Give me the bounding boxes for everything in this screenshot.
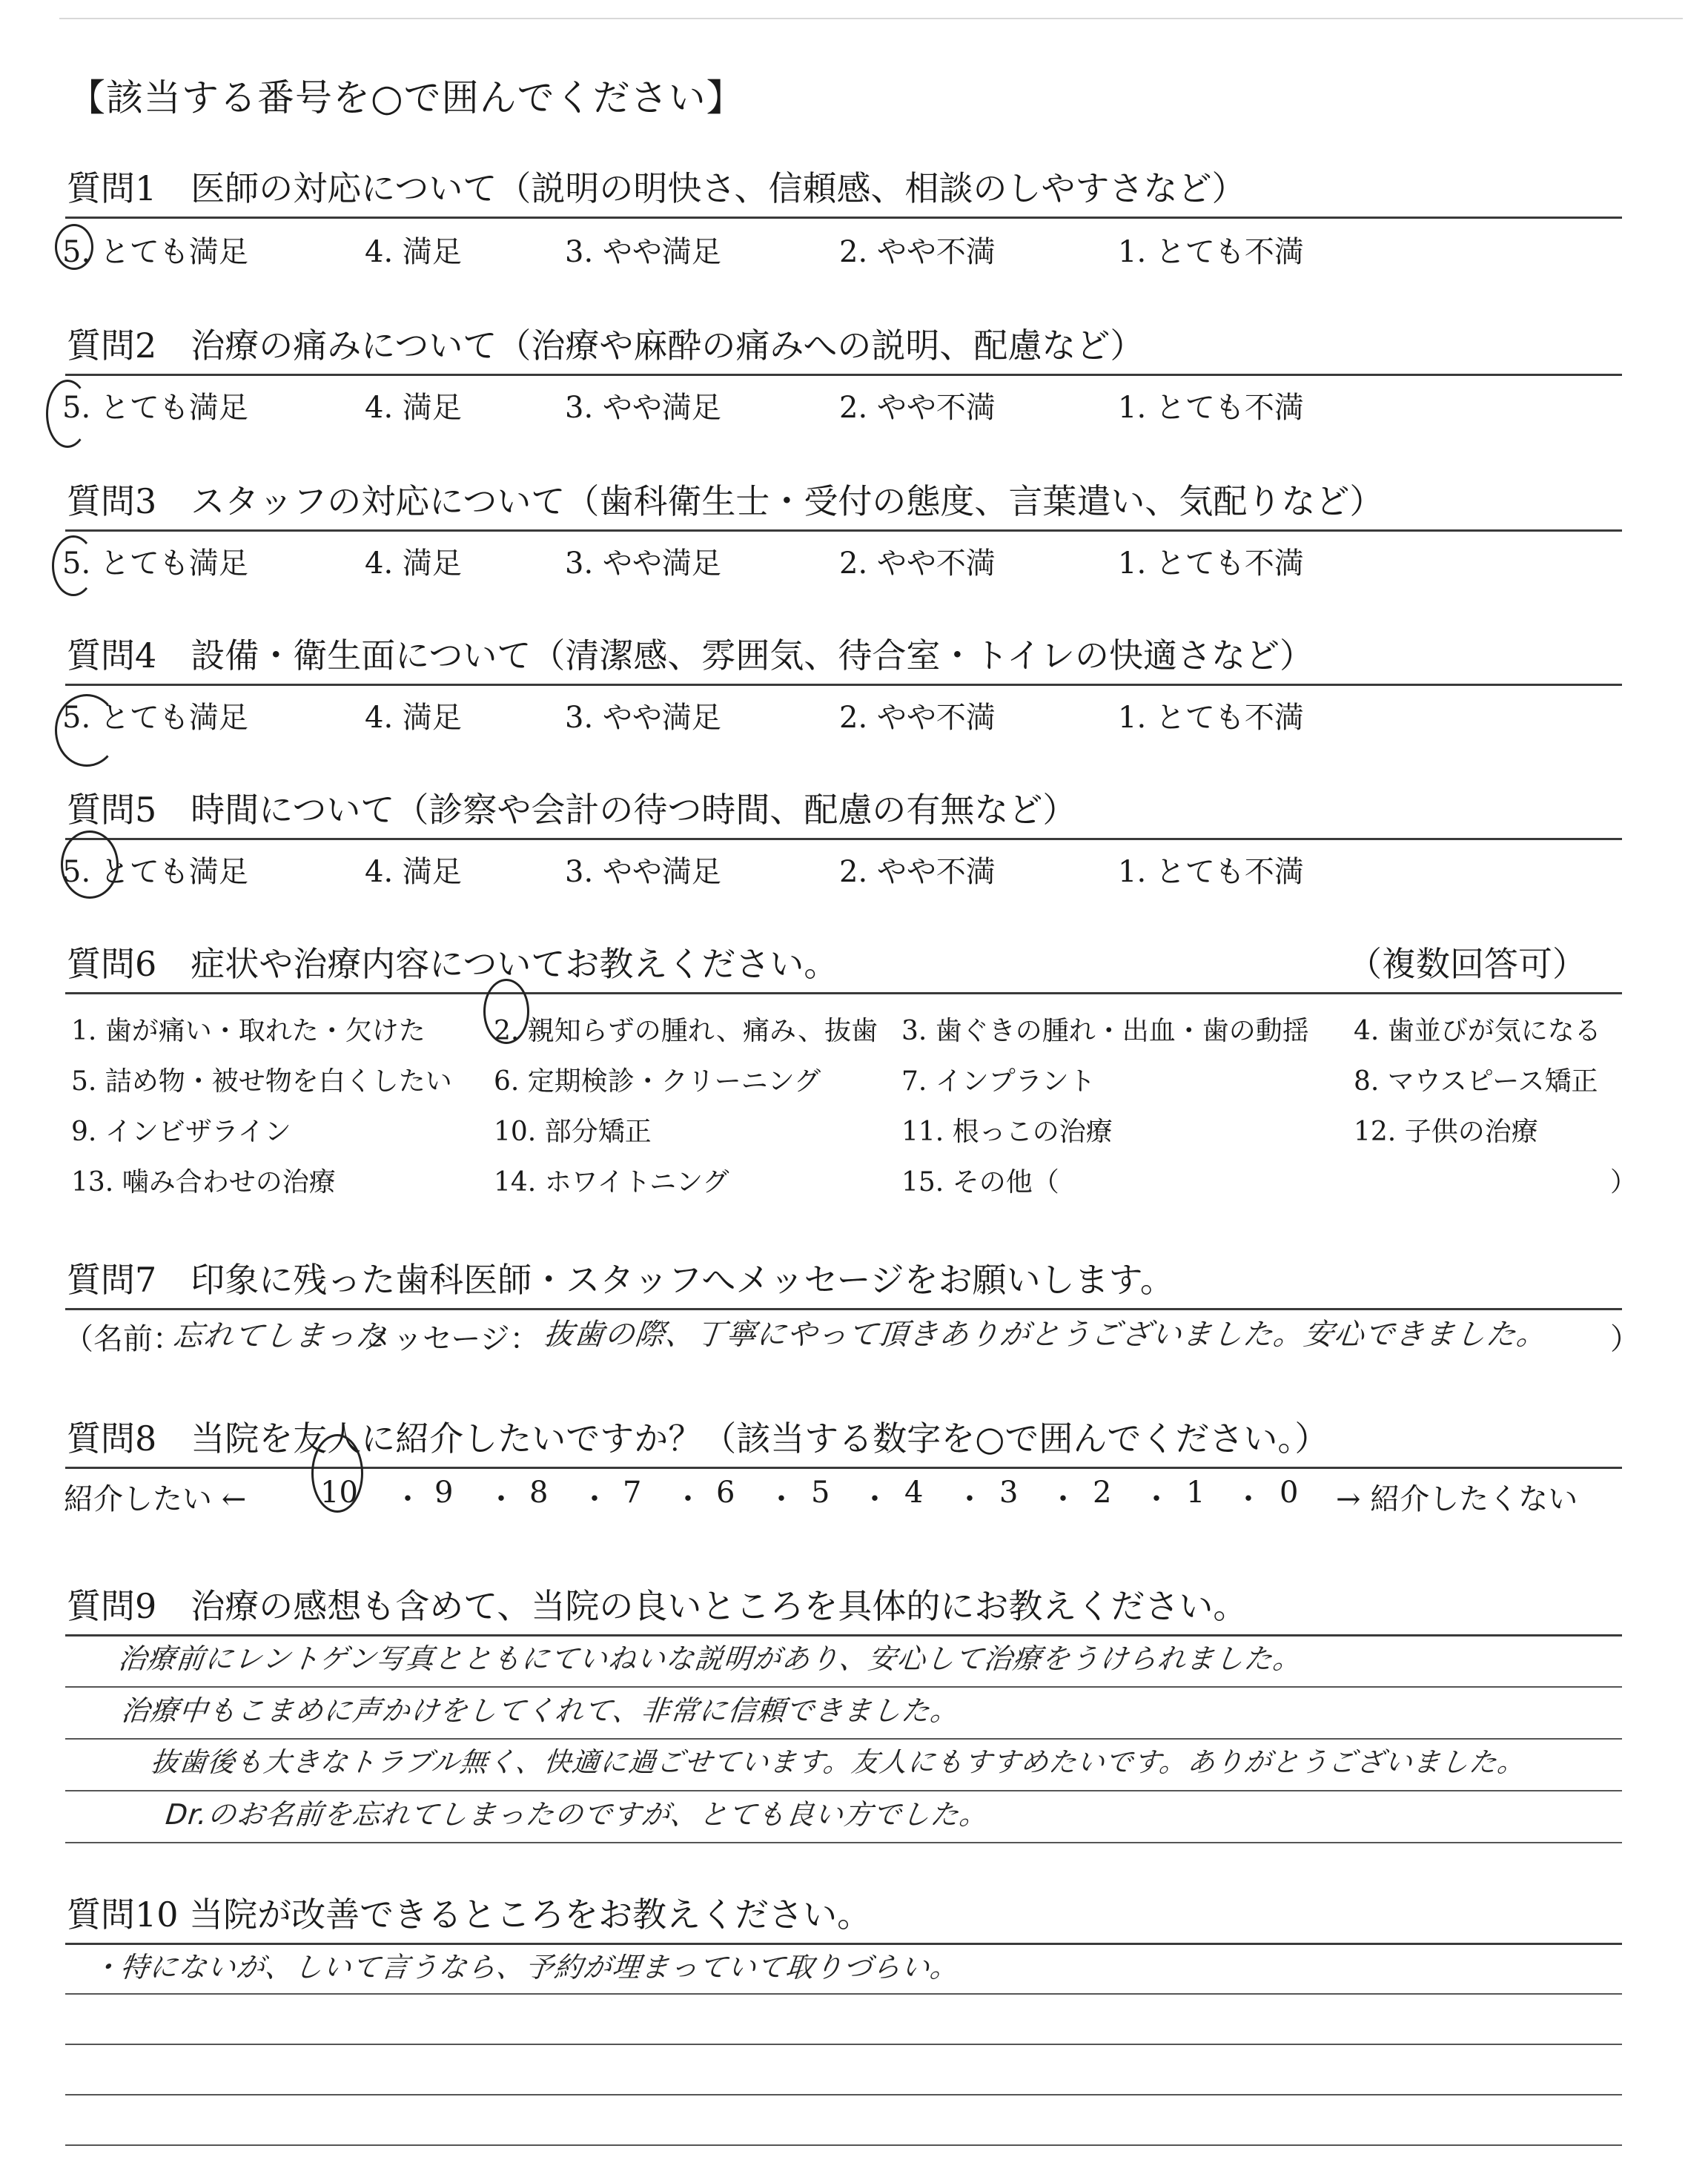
q8-scale-1[interactable]: 1: [1186, 1476, 1205, 1510]
q6-option-12[interactable]: 12. 子供の治療: [1354, 1117, 1538, 1147]
q6-option-5[interactable]: 5. 詰め物・被せ物を白くしたい: [71, 1066, 452, 1097]
q4-option-1[interactable]: 1. とても不満: [1118, 701, 1304, 735]
q7-rule: [65, 1308, 1622, 1310]
q1-option-3[interactable]: 3. やや満足: [565, 235, 721, 269]
q6-note: （複数回答可）: [1348, 944, 1586, 984]
q6-option-10[interactable]: 10. 部分矯正: [494, 1117, 652, 1147]
q8-scale-2[interactable]: 2: [1093, 1476, 1112, 1510]
q3-rule: [65, 529, 1622, 532]
q9-answer-line-2[interactable]: 治療中もこまめに声かけをしてくれて、非常に信頼できました。: [119, 1694, 961, 1727]
q4-option-3[interactable]: 3. やや満足: [565, 701, 721, 735]
q8-scale-4[interactable]: 4: [904, 1476, 924, 1510]
q8-rule: [65, 1467, 1622, 1469]
q5-title: 質問5 時間について（診察や会計の待つ時間、配慮の有無など）: [67, 790, 1077, 830]
q8-scale-7[interactable]: 7: [623, 1476, 642, 1510]
q7-name-value[interactable]: 忘れてしまった: [171, 1319, 388, 1353]
q10-line-rule: [65, 2094, 1622, 2095]
q1-rule: [65, 217, 1622, 219]
q4-selection-circle: [55, 694, 119, 767]
q7-message-label: メッセージ：: [363, 1322, 540, 1356]
q8-scale-0[interactable]: 0: [1280, 1476, 1299, 1510]
q6-option-4[interactable]: 4. 歯並びが気になる: [1354, 1016, 1601, 1046]
q2-title: 質問2 治療の痛みについて（治療や麻酔の痛みへの説明、配慮など）: [67, 326, 1145, 366]
q6-option-7[interactable]: 7. インプラント: [901, 1066, 1096, 1097]
q6-option-8[interactable]: 8. マウスピース矯正: [1354, 1066, 1598, 1097]
q3-option-1[interactable]: 1. とても不満: [1118, 546, 1304, 581]
q1-option-1[interactable]: 1. とても不満: [1118, 235, 1304, 269]
q2-option-2[interactable]: 2. やや不満: [839, 391, 996, 425]
q3-selection-circle: [52, 535, 95, 596]
q8-scale-6[interactable]: 6: [716, 1476, 735, 1510]
q3-option-2[interactable]: 2. やや不満: [839, 546, 996, 581]
q8-title: 質問8 当院を友人に紹介したいですか？（該当する数字を○で囲んでください。）: [67, 1418, 1329, 1459]
q2-option-3[interactable]: 3. やや満足: [565, 391, 721, 425]
q5-option-5[interactable]: 5. とても満足: [62, 855, 248, 889]
q5-option-4[interactable]: 4. 満足: [365, 855, 462, 889]
q8-scale-dot: ・: [1234, 1482, 1263, 1516]
q6-selection-circle: [483, 979, 529, 1044]
q1-selection-circle: [55, 224, 93, 270]
q8-scale-dot: ・: [673, 1482, 703, 1516]
q7-name-label: （名前：: [64, 1322, 182, 1356]
q10-title: 質問10 当院が改善できるところをお教えください。: [67, 1895, 872, 1935]
q1-option-4[interactable]: 4. 満足: [365, 235, 462, 269]
q5-rule: [65, 838, 1622, 840]
q3-title: 質問3 スタッフの対応について（歯科衛生士・受付の態度、言葉遣い、気配りなど）: [67, 481, 1384, 521]
q8-scale-dot: ・: [955, 1482, 984, 1516]
q6-other-close: ）: [1610, 1167, 1638, 1198]
q10-line-rule: [65, 2144, 1622, 2146]
q8-right-label: → 紹介したくない: [1336, 1482, 1578, 1516]
top-border: [59, 18, 1683, 19]
q9-answer-line-1[interactable]: 治療前にレントゲン写真とともにていねいな説明があり、安心して治療をうけられました。: [116, 1642, 1304, 1675]
q3-option-5[interactable]: 5. とても満足: [62, 546, 248, 581]
q7-message-value[interactable]: 抜歯の際、丁寧にやって頂きありがとうございました。安心できました。: [542, 1318, 1549, 1352]
q10-line-rule: [65, 2044, 1622, 2045]
q8-scale-dot: ・: [393, 1482, 423, 1516]
q9-title: 質問9 治療の感想も含めて、当院の良いところを具体的にお教えください。: [67, 1586, 1248, 1626]
q7-title: 質問7 印象に残った歯科医師・スタッフへメッセージをお願いします。: [67, 1260, 1174, 1300]
q8-selection-circle: [311, 1434, 363, 1513]
q1-title: 質問1 医師の対応について（説明の明快さ、信頼感、相談のしやすさなど）: [67, 168, 1246, 208]
q6-title: 質問6 症状や治療内容についてお教えください。: [67, 944, 838, 984]
q4-option-4[interactable]: 4. 満足: [365, 701, 462, 735]
q6-rule: [65, 992, 1622, 994]
q3-option-4[interactable]: 4. 満足: [365, 546, 462, 581]
q6-option-6[interactable]: 6. 定期検診・クリーニング: [494, 1066, 821, 1097]
q5-option-1[interactable]: 1. とても不満: [1118, 855, 1304, 889]
q2-option-5[interactable]: 5. とても満足: [62, 391, 248, 425]
q8-left-label: 紹介したい ←: [64, 1482, 247, 1516]
q6-option-1[interactable]: 1. 歯が痛い・取れた・欠けた: [71, 1016, 426, 1046]
q4-rule: [65, 684, 1622, 686]
q7-close-paren: ）: [1610, 1322, 1640, 1356]
q1-option-2[interactable]: 2. やや不満: [839, 235, 996, 269]
q1-option-5[interactable]: 5. とても満足: [62, 235, 248, 269]
q5-selection-circle: [61, 830, 119, 899]
q2-option-4[interactable]: 4. 満足: [365, 391, 462, 425]
q2-option-1[interactable]: 1. とても不満: [1118, 391, 1304, 425]
q8-scale-8[interactable]: 8: [529, 1476, 549, 1510]
q4-option-2[interactable]: 2. やや不満: [839, 701, 996, 735]
q10-line-rule: [65, 1993, 1622, 1995]
q10-answer-line-1[interactable]: ・特にないが、しいて言うなら、予約が埋まっていて取りづらい。: [90, 1951, 961, 1984]
q6-option-2[interactable]: 2. 親知らずの腫れ、痛み、抜歯: [494, 1016, 878, 1046]
q5-option-3[interactable]: 3. やや満足: [565, 855, 721, 889]
q8-scale-dot: ・: [486, 1482, 516, 1516]
q8-scale-dot: ・: [767, 1482, 796, 1516]
q2-rule: [65, 374, 1622, 376]
q8-scale-dot: ・: [1142, 1482, 1171, 1516]
q6-option-13[interactable]: 13. 噛み合わせの治療: [71, 1167, 336, 1198]
q5-option-2[interactable]: 2. やや不満: [839, 855, 996, 889]
q9-answer-line-4[interactable]: Dr.のお名前を忘れてしまったのですが、とても良い方でした。: [164, 1798, 990, 1831]
q8-scale-dot: ・: [1048, 1482, 1078, 1516]
q8-scale-9[interactable]: 9: [434, 1476, 454, 1510]
q4-title: 質問4 設備・衛生面について（清潔感、雰囲気、待合室・トイレの快適さなど）: [67, 635, 1314, 676]
q9-answer-line-3[interactable]: 抜歯後も大きなトラブル無く、快適に過ごせています。友人にもすすめたいです。ありがとうございました。: [149, 1746, 1528, 1778]
q8-scale-dot: ・: [580, 1482, 609, 1516]
q2-selection-circle: [46, 380, 89, 448]
page-header: 【該当する番号を○で囲んでください】: [68, 76, 744, 119]
q6-option-3[interactable]: 3. 歯ぐきの腫れ・出血・歯の動揺: [901, 1016, 1309, 1046]
q6-option-14[interactable]: 14. ホワイトニング: [494, 1167, 729, 1198]
q6-option-15[interactable]: 15. その他（: [901, 1167, 1059, 1198]
q8-scale-5[interactable]: 5: [811, 1476, 830, 1510]
q3-option-3[interactable]: 3. やや満足: [565, 546, 721, 581]
q6-option-9[interactable]: 9. インビザライン: [71, 1117, 291, 1147]
q8-scale-dot: ・: [860, 1482, 890, 1516]
q8-scale-10[interactable]: 10: [320, 1476, 358, 1510]
q9-line-rule: [65, 1842, 1622, 1843]
q8-scale-3[interactable]: 3: [999, 1476, 1019, 1510]
q6-option-11[interactable]: 11. 根っこの治療: [901, 1117, 1113, 1147]
q4-option-5[interactable]: 5. とても満足: [62, 701, 248, 735]
